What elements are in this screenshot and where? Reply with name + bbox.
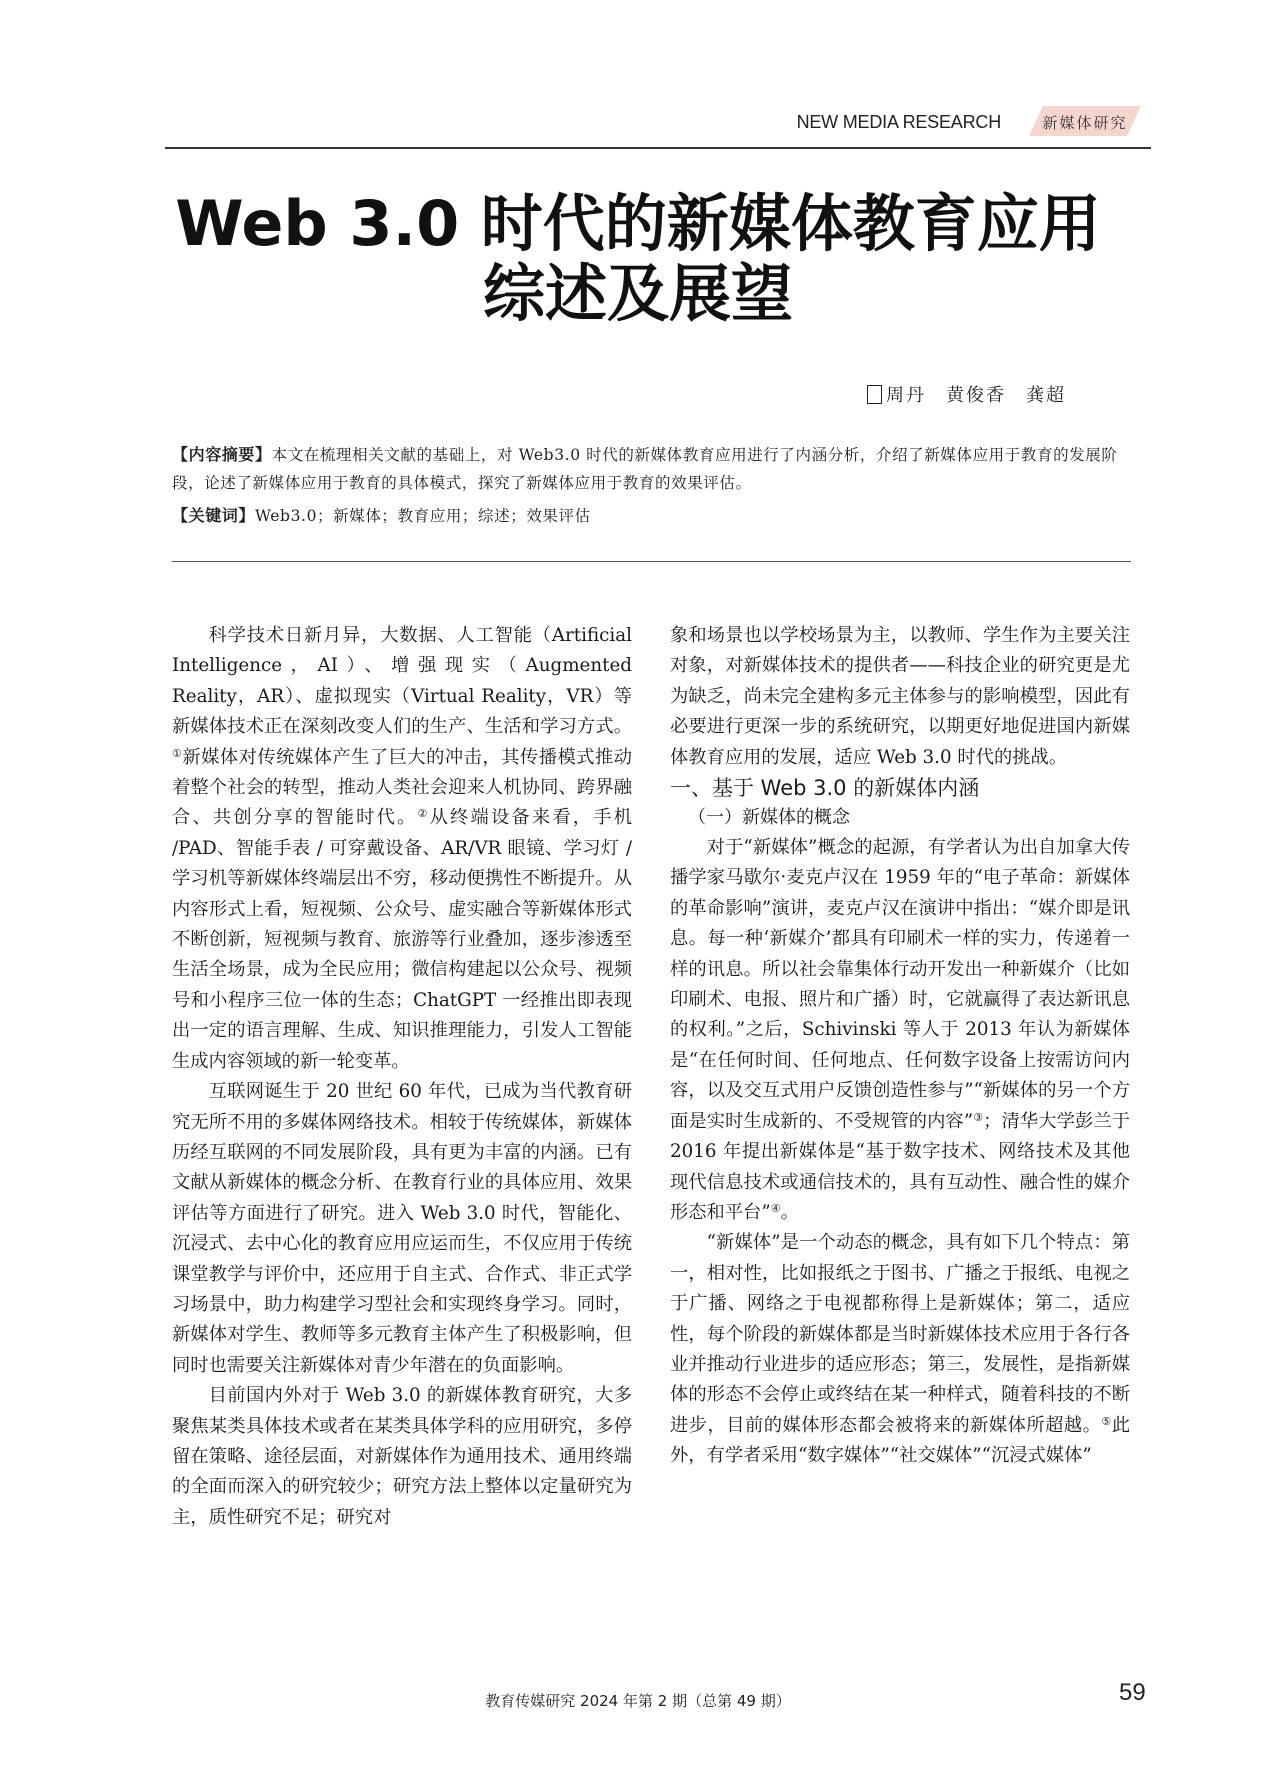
page-number: 59 [1119, 1679, 1146, 1706]
paragraph [670, 833, 1130, 1228]
paragraph: 象和场景也以学校场景为主，以教师、学生作为主要关注对象，对新媒体技术的提供者——科技企业的研究更是尤为缺乏，尚未完全建构多元主体参与的影响模型，因此有必要进行更深一步的系统研究，以期更好地促进国内新媒体教育应用的发展，适应 Web 3.0 时代的挑战。 [670, 625, 1130, 768]
paragraph: 互联网诞生于 20 世纪 60 年代，已成为当代教育研究无所不用的多媒体网络技术。相较于传统媒体，新媒体历经互联网的不同发展阶段，具有更为丰富的内涵。已有文献从新媒体的概念分析、在教育行业的具体应用、效果评估等方面进行了研究。进入 Web 3.0 时代，智能化、沉浸式、去中心化的教育应用应运而生，不仅应用于传统课堂教学与评价中，还应用于自主式、合作式、非正式学习场景中，助力构建学习型社会和实现终身学习。同时，新媒体对学生、教师等多元教育主体产生了积极影响，但同时也需要关注新媒体对青少年潜在的负面影响。 [172, 1081, 632, 1376]
footer-journal: 教育传媒研究 2024 年第 2 期（总第 49 期） [485, 1692, 791, 1710]
paragraph-text: 。 [780, 1201, 799, 1223]
keywords-label: 【关键词】 [172, 506, 256, 525]
paragraph-text: 此外，有学者采用“数字媒体”“社交媒体”“沉浸式媒体” [670, 1414, 1130, 1467]
right-column [670, 621, 1130, 1472]
footnote-ref: ④ [770, 1201, 781, 1215]
section-tag [1029, 106, 1141, 136]
paragraph-text: 科学技术日新月异，大数据、人工智能（Artificial Intelligence，AI）、增强现实（Augmented Reality，AR）、虚拟现实（Virtual Reality，VR）等新媒体技术正在深刻改变人们的生产、生活和学习方式。 [172, 625, 632, 738]
footnote-ref: ③ [973, 1110, 984, 1124]
footnote-ref: ⑤ [1101, 1414, 1112, 1428]
paragraph-text: 对于“新媒体”概念的起源，有学者认为出自加拿大传播学家马歇尔·麦克卢汉在 1959 年的“电子革命：新媒体的革命影响”演讲，麦克卢汉在演讲中指出：“媒介即是讯息。每一种‘新媒介’都具有印刷术一样的实力，传递着一样的讯息。所以社会靠集体行动开发出一种新媒介（比如印刷术、电报、照片和广播）时，它就赢得了表达新讯息的权利。”之后，Schivinski 等人于 2013 年认为新媒体是“在任何时间、任何地点、任何数字设备上按需访问内容，以及交互式用户反馈创造性参与”“新媒体的另一个方面是实时生成新的、不受规管的内容” [670, 837, 1130, 1132]
paragraph [172, 621, 632, 1077]
paragraph-text: 新媒体对传统媒体产生了巨大的冲击，其传播模式推动着整个社会的转型，推动人类社会迎来人机协同、跨界融合、共创分享的智能时代。 [172, 746, 632, 829]
footnote-ref: ② [417, 807, 430, 821]
article-title-line-1: Web 3.0 时代的新媒体教育应用 [175, 187, 1101, 260]
author-marker-icon [867, 385, 882, 404]
header-rule [165, 147, 1151, 149]
paragraph: 目前国内外对于 Web 3.0 的新媒体教育研究，大多聚焦某类具体技术或者在某类具体学科的应用研究，多停留在策略、途径层面，对新媒体作为通用技术、通用终端的全面而深入的研究较少；研究方法上整体以定量研究为主，质性研究不足；研究对 [172, 1385, 632, 1528]
footnote-ref: ① [172, 746, 183, 760]
paragraph-text: 从终端设备来看，手机 /PAD、智能手表 / 可穿戴设备、AR/VR 眼镜、学习灯 / 学习机等新媒体终端层出不穷，移动便携性不断提升。从内容形式上看，短视频、公众号、虚实融合等新媒体形式不断创新，短视频与教育、旅游等行业叠加，逐步渗透至生活全场景，成为全民应用；微信构建起以公众号、视频号和小程序三位一体的生态；ChatGPT 一经推出即表现出一定的语言理解、生成、知识推理能力，引发人工智能生成内容领域的新一轮变革。 [172, 807, 633, 1072]
paragraph-text: ；清华大学彭兰于 2016 年提出新媒体是“基于数字技术、网络技术及其他现代信息技术或通信技术的，具有互动性、融合性的媒介形态和平台” [670, 1110, 1130, 1223]
authors [867, 381, 1066, 407]
abstract-rule [172, 561, 1131, 562]
keywords [172, 502, 1140, 530]
abstract-label: 【内容摘要】 [172, 445, 272, 464]
subsection-heading: （一）新媒体的概念 [688, 807, 850, 829]
abstract [172, 441, 1140, 497]
keywords-text: Web3.0；新媒体；教育应用；综述；效果评估 [255, 507, 591, 525]
article-title-line-2: 综述及展望 [482, 257, 793, 330]
section-heading: 一、基于 Web 3.0 的新媒体内涵 [670, 776, 980, 801]
paragraph-text: “新媒体”是一个动态的概念，具有如下几个特点：第一，相对性，比如报纸之于图书、广播之于报纸、电视之于广播、网络之于电视都称得上是新媒体；第二，适应性，每个阶段的新媒体都是当时新媒体技术应用于各行各业并推动行业进步的适应形态；第三，发展性，是指新媒体的形态不会停止或终结在某一种样式，随着科技的不断进步，目前的媒体形态都会被将来的新媒体所超越。 [670, 1232, 1130, 1436]
section-tag-label: 新媒体研究 [1042, 114, 1128, 132]
left-column [172, 621, 632, 1533]
paragraph [670, 1228, 1130, 1471]
abstract-text: 本文在梳理相关文献的基础上，对 Web3.0 时代的新媒体教育应用进行了内涵分析，介绍了新媒体应用于教育的发展阶段，论述了新媒体应用于教育的具体模式，探究了新媒体应用于教育的效果评估。 [172, 446, 1118, 492]
author-names: 周丹 黄俊香 龚超 [886, 385, 1066, 406]
running-header-en: NEW MEDIA RESEARCH [796, 112, 1001, 132]
